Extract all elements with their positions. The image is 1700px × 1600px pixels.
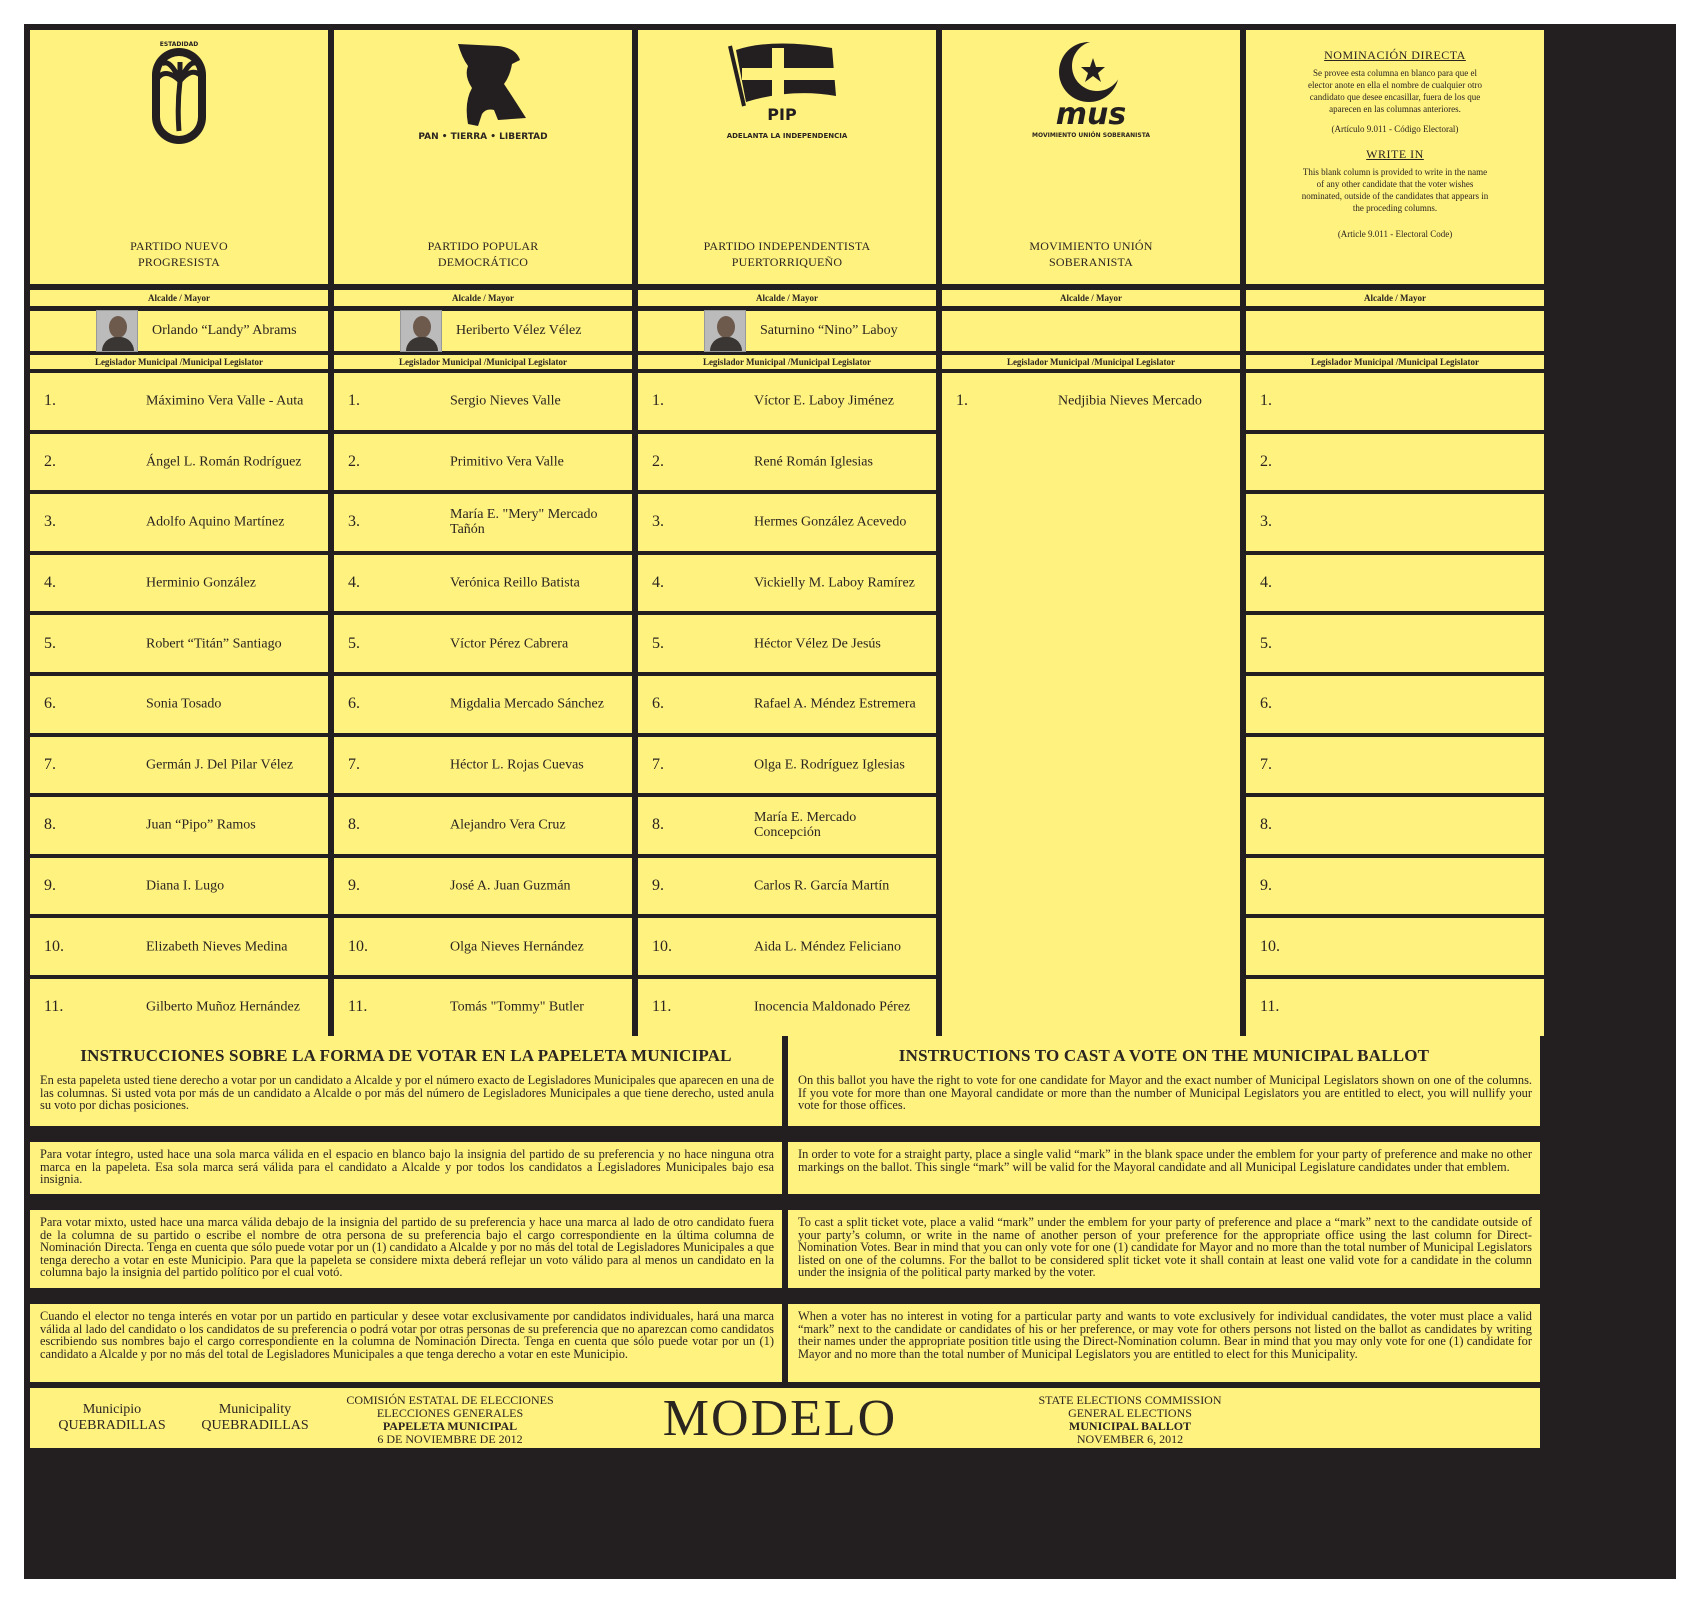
legislator-name: Robert “Titán” Santiago bbox=[146, 636, 282, 652]
mayor-label: Alcalde / Mayor bbox=[1246, 290, 1544, 306]
row-number: 11. bbox=[348, 998, 368, 1016]
party-name-line2: DEMOCRÁTICO bbox=[437, 255, 529, 269]
ballot-frame bbox=[24, 24, 1676, 1579]
legislator-row-pnp-8[interactable] bbox=[30, 797, 328, 854]
row-number: 8. bbox=[1260, 816, 1272, 834]
legislator-row-pip-10[interactable] bbox=[638, 918, 936, 975]
row-number: 5. bbox=[652, 634, 664, 652]
party-header-mus[interactable] bbox=[942, 30, 1240, 284]
legislator-name: Diana I. Lugo bbox=[146, 878, 225, 894]
legislator-row-pip-3[interactable] bbox=[638, 494, 936, 551]
row-number: 8. bbox=[652, 816, 664, 834]
legislator-name: Héctor Vélez De Jesús bbox=[754, 636, 881, 652]
legislator-name: María E. "Mery" Mercado Tañón bbox=[450, 507, 598, 538]
legislator-name: Gilberto Muñoz Hernández bbox=[146, 999, 300, 1015]
legislator-row-pip-11[interactable] bbox=[638, 979, 936, 1036]
row-number: 4. bbox=[652, 574, 664, 592]
mus-slogan: MOVIMIENTO UNIÓN SOBERANISTA bbox=[1032, 132, 1150, 139]
mayor-label: Alcalde / Mayor bbox=[30, 290, 328, 306]
commission-en: STATE ELECTIONS COMMISSION bbox=[1038, 1393, 1222, 1407]
legislator-name: Vickielly M. Laboy Ramírez bbox=[754, 575, 915, 591]
instructions-es-para-3: Para votar mixto, usted hace una marca válida debajo de la insignia del partido de su preferencia y hace una marca al lado de otro candidato fuera de la columna de su partido o escribe el nombre de otra persona de su preferencia bajo el cargo correspondiente en la última columna de Nominación Directa. Tenga en cuenta que sólo puede votar por un (1) candidato a Alcalde y por no más del total de Legisladores Municipales a que tenga derecho a votar en este Municipio. Para que la papeleta se considere mixta deberá reflejar un voto válido para al menos un candidato en la columna bajo la insignia del partido político por el cual votó. bbox=[40, 1215, 774, 1279]
municipality-label: Municipality bbox=[218, 1402, 292, 1417]
legislator-row-write-in-6[interactable] bbox=[1246, 676, 1544, 733]
crescent-star-logo-icon bbox=[942, 36, 1240, 146]
row-number: 1. bbox=[348, 392, 360, 410]
instructions-en-para-4: When a voter has no interest in voting for a particular party and wants to vote exclusively for individual candidates, the voter must place a valid “mark” next to the candidate or candidates of his or her preference, or may vote for others persons not listed on the ballot as candidates by writing their names under the appropriate position title using the Direct-Nomination column. Bear in mind that you may only vote for one (1) candidate for Mayor and no more than the total number of Municipal Legislators you are entitled to elect for this Municipality. bbox=[798, 1309, 1532, 1361]
municipality-value: QUEBRADILLAS bbox=[201, 1418, 309, 1433]
legislator-name: Rafael A. Méndez Estremera bbox=[754, 696, 916, 712]
legislator-row-pnp-4[interactable] bbox=[30, 555, 328, 612]
legislator-name: Migdalia Mercado Sánchez bbox=[450, 696, 604, 712]
legislator-row-write-in-8[interactable] bbox=[1246, 797, 1544, 854]
row-number: 3. bbox=[348, 513, 360, 531]
instructions-es-block-1 bbox=[30, 1036, 782, 1126]
row-number: 9. bbox=[1260, 877, 1272, 895]
row-number: 3. bbox=[44, 513, 56, 531]
legislator-row-write-in-11[interactable] bbox=[1246, 979, 1544, 1036]
row-number: 3. bbox=[1260, 513, 1272, 531]
legislator-row-ppd-7[interactable] bbox=[334, 737, 632, 794]
instructions-title-en: INSTRUCTIONS TO CAST A VOTE ON THE MUNICIPAL BALLOT bbox=[898, 1046, 1430, 1065]
mayor-candidate-pip[interactable] bbox=[638, 311, 936, 351]
legislator-row-write-in-10[interactable] bbox=[1246, 918, 1544, 975]
legislator-name: Alejandro Vera Cruz bbox=[450, 817, 566, 833]
instructions-es-para-2: Para votar íntegro, usted hace una sola marca válida en el espacio en blanco bajo la insignia del partido de su preferencia y no hace ninguna otra marca en la papeleta. Esa sola marca será válida para el candidato a Alcalde y por todos los candidatos a Legisladores Municipales bajo esa insignia. bbox=[40, 1147, 774, 1186]
legislator-name: Tomás "Tommy" Butler bbox=[450, 999, 584, 1015]
legislator-name: Adolfo Aquino Martínez bbox=[146, 514, 285, 530]
legislator-name: Nedjibia Nieves Mercado bbox=[1058, 393, 1202, 409]
mayor-candidate-mus-empty[interactable] bbox=[942, 311, 1240, 351]
legislator-label: Legislador Municipal /Municipal Legislator bbox=[942, 355, 1240, 369]
row-number: 11. bbox=[44, 998, 64, 1016]
legislator-row-ppd-8[interactable] bbox=[334, 797, 632, 854]
row-number: 8. bbox=[348, 816, 360, 834]
row-number: 9. bbox=[44, 877, 56, 895]
row-number: 8. bbox=[44, 816, 56, 834]
party-name-line1: PARTIDO NUEVO bbox=[130, 239, 228, 253]
row-number: 2. bbox=[652, 452, 664, 470]
write-in-text-en: This blank column is provided to write in the name of any other candidate that the voter wishes nominated, outside of the candidates that appears in the proceding columns. bbox=[1301, 167, 1489, 213]
legislator-row-pnp-9[interactable] bbox=[30, 858, 328, 915]
row-number: 7. bbox=[348, 755, 360, 773]
legislator-name: Olga Nieves Hernández bbox=[450, 939, 584, 955]
party-header-pnp[interactable] bbox=[30, 30, 328, 284]
instructions-en-para-2: In order to vote for a straight party, place a single valid “mark” in the blank space under the emblem for your party of preference and make no other markings on the ballot. This single “mark” will be valid for the Mayoral candidate and all Municipal Legislature candidates under that emblem. bbox=[798, 1147, 1532, 1174]
mayor-label: Alcalde / Mayor bbox=[334, 290, 632, 306]
instructions-en-block-3 bbox=[788, 1210, 1540, 1288]
legislator-row-pnp-2[interactable] bbox=[30, 434, 328, 491]
instructions-es-block-4 bbox=[30, 1304, 782, 1382]
party-name-line1: MOVIMIENTO UNIÓN bbox=[1029, 239, 1153, 253]
legislator-row-write-in-4[interactable] bbox=[1246, 555, 1544, 612]
mayor-candidate-name: Heriberto Vélez Vélez bbox=[456, 323, 582, 338]
legislator-name: Ángel L. Román Rodríguez bbox=[146, 454, 302, 470]
party-name-line2: PUERTORRIQUEÑO bbox=[731, 255, 843, 269]
write-in-text-es: Se provee esta columna en blanco para que el elector anote en ella el nombre de cualquier otro candidato que desee encasillar, fuera de los que aparecen en las columnas anteriores. bbox=[1308, 68, 1482, 114]
row-number: 6. bbox=[44, 695, 56, 713]
row-number: 9. bbox=[348, 877, 360, 895]
legislator-label: Legislador Municipal /Municipal Legislator bbox=[1246, 355, 1544, 369]
legislator-row-write-in-1[interactable] bbox=[1246, 373, 1544, 430]
legislator-label: Legislador Municipal /Municipal Legislator bbox=[30, 355, 328, 369]
instructions-en-block-1 bbox=[788, 1036, 1540, 1126]
mayor-label: Alcalde / Mayor bbox=[942, 290, 1240, 306]
pip-logo-text: PIP bbox=[767, 105, 797, 124]
svg-text:ESTADIDAD: ESTADIDAD bbox=[159, 41, 199, 48]
elections-es: ELECCIONES GENERALES bbox=[376, 1406, 524, 1420]
instructions-title-es: INSTRUCCIONES SOBRE LA FORMA DE VOTAR EN LA PAPELETA MUNICIPAL bbox=[80, 1046, 732, 1065]
legislator-row-pip-4[interactable] bbox=[638, 555, 936, 612]
legislator-row-ppd-3[interactable] bbox=[334, 494, 632, 551]
ballot-type-es: PAPELETA MUNICIPAL bbox=[382, 1419, 518, 1433]
legislator-row-pip-7[interactable] bbox=[638, 737, 936, 794]
legislator-row-pnp-6[interactable] bbox=[30, 676, 328, 733]
instructions-es-block-3 bbox=[30, 1210, 782, 1288]
row-number: 4. bbox=[348, 574, 360, 592]
legislator-name: Juan “Pipo” Ramos bbox=[146, 817, 256, 833]
mus-empty-area bbox=[942, 430, 1240, 1037]
row-number: 1. bbox=[956, 392, 968, 410]
party-header-pip[interactable] bbox=[638, 30, 936, 284]
legislator-name: Germán J. Del Pilar Vélez bbox=[146, 757, 294, 773]
legislator-row-ppd-10[interactable] bbox=[334, 918, 632, 975]
legislator-row-mus-1[interactable] bbox=[942, 373, 1240, 430]
legislator-name: René Román Iglesias bbox=[754, 454, 873, 470]
legislator-row-ppd-1[interactable] bbox=[334, 373, 632, 430]
row-number: 7. bbox=[652, 755, 664, 773]
write-in-article-en: (Article 9.011 - Electoral Code) bbox=[1337, 229, 1453, 239]
mayor-candidate-name: Saturnino “Nino” Laboy bbox=[760, 323, 898, 338]
legislator-row-write-in-2[interactable] bbox=[1246, 434, 1544, 491]
instructions-en-para-1: On this ballot you have the right to vote for one candidate for Mayor and the exact number of Municipal Legislators shown on one of the columns. If you vote for more than one Mayoral candidate or more than the number of Municipal Legislators you are entitled to elect, you will nullify your vote for those offices. bbox=[798, 1073, 1532, 1112]
row-number: 11. bbox=[1260, 998, 1280, 1016]
row-number: 9. bbox=[652, 877, 664, 895]
legislator-name: Aida L. Méndez Feliciano bbox=[754, 939, 901, 955]
mayor-candidate-ppd[interactable] bbox=[334, 311, 632, 351]
legislator-name: Hermes González Acevedo bbox=[754, 514, 907, 530]
row-number: 6. bbox=[348, 695, 360, 713]
legislator-row-ppd-6[interactable] bbox=[334, 676, 632, 733]
row-number: 5. bbox=[44, 634, 56, 652]
legislator-name: Primitivo Vera Valle bbox=[450, 454, 564, 470]
legislator-row-pnp-3[interactable] bbox=[30, 494, 328, 551]
mayor-candidate-name: Orlando “Landy” Abrams bbox=[152, 323, 297, 338]
flag-logo-icon bbox=[638, 36, 936, 146]
write-in-title-en: WRITE IN bbox=[1366, 147, 1424, 161]
commission-es: COMISIÓN ESTATAL DE ELECCIONES bbox=[346, 1393, 554, 1407]
row-number: 11. bbox=[652, 998, 672, 1016]
party-name-line2: SOBERANISTA bbox=[1049, 255, 1133, 269]
legislator-row-pip-1[interactable] bbox=[638, 373, 936, 430]
ppd-slogan: PAN • TIERRA • LIBERTAD bbox=[418, 132, 548, 142]
legislator-row-ppd-9[interactable] bbox=[334, 858, 632, 915]
legislator-name: Víctor Pérez Cabrera bbox=[450, 636, 569, 652]
row-number: 1. bbox=[1260, 392, 1272, 410]
legislator-name: Olga E. Rodríguez Iglesias bbox=[754, 757, 905, 773]
legislator-name: Sergio Nieves Valle bbox=[450, 393, 561, 409]
row-number: 1. bbox=[44, 392, 56, 410]
candidate-photo bbox=[704, 310, 746, 352]
legislator-name: José A. Juan Guzmán bbox=[450, 878, 571, 894]
row-number: 7. bbox=[44, 755, 56, 773]
legislator-row-write-in-7[interactable] bbox=[1246, 737, 1544, 794]
party-name-line1: PARTIDO INDEPENDENTISTA bbox=[703, 239, 871, 253]
legislator-label: Legislador Municipal /Municipal Legislator bbox=[334, 355, 632, 369]
municipio-value: QUEBRADILLAS bbox=[58, 1418, 166, 1433]
row-number: 10. bbox=[1260, 937, 1280, 955]
legislator-row-pip-8[interactable] bbox=[638, 797, 936, 854]
legislator-row-pip-9[interactable] bbox=[638, 858, 936, 915]
legislator-name: Máximino Vera Valle - Auta bbox=[146, 393, 304, 409]
municipio-label: Municipio bbox=[82, 1402, 142, 1417]
instructions-es-block-2 bbox=[30, 1142, 782, 1194]
party-name-line2: PROGRESISTA bbox=[138, 255, 220, 269]
mayor-write-in-field[interactable] bbox=[1246, 311, 1544, 351]
instructions-en-para-3: To cast a split ticket vote, place a valid “mark” under the emblem for your party of preference and place a “mark” next to the candidate outside of your party’s column, or write in the name of another person of your preference for the appropriate office using the last column for Direct-Nomination Votes. Bear in mind that you can only vote for one (1) candidate for Mayor and no more than the total number of Municipal Legislators listed on one of the columns. For the ballot to be considered split ticket vote it shall contain at least one valid vote for a candidate in the column under the insignia of the political party marked by the voter. bbox=[798, 1215, 1532, 1279]
row-number: 6. bbox=[652, 695, 664, 713]
legislator-name: María E. Mercado Concepción bbox=[754, 810, 857, 841]
legislator-name: Verónica Reillo Batista bbox=[450, 575, 580, 591]
write-in-header[interactable] bbox=[1246, 30, 1544, 284]
party-header-ppd[interactable] bbox=[334, 30, 632, 284]
row-number: 2. bbox=[348, 452, 360, 470]
party-name-line1: PARTIDO POPULAR bbox=[427, 239, 539, 253]
palm-tree-logo-icon bbox=[30, 36, 328, 146]
legislator-row-ppd-4[interactable] bbox=[334, 555, 632, 612]
row-number: 6. bbox=[1260, 695, 1272, 713]
row-number: 5. bbox=[1260, 634, 1272, 652]
legislator-name: Herminio González bbox=[146, 575, 257, 591]
date-en: NOVEMBER 6, 2012 bbox=[1076, 1432, 1184, 1446]
legislator-row-ppd-11[interactable] bbox=[334, 979, 632, 1036]
legislator-row-pip-6[interactable] bbox=[638, 676, 936, 733]
row-number: 3. bbox=[652, 513, 664, 531]
legislator-row-pnp-5[interactable] bbox=[30, 615, 328, 672]
mayor-candidate-pnp[interactable] bbox=[30, 311, 328, 351]
row-number: 5. bbox=[348, 634, 360, 652]
row-number: 4. bbox=[44, 574, 56, 592]
mayor-label: Alcalde / Mayor bbox=[638, 290, 936, 306]
instructions-es-para-4: Cuando el elector no tenga interés en votar por un partido en particular y desee votar exclusivamente por candidatos individuales, hará una marca válida al lado del candidato o los candidatos de su preferencia o podrá votar por otras personas de su preferencia que no aparezcan como candidatos escribiendo sus nombres bajo el cargo correspondiente en la columna de Nominación Directa. Tenga en cuenta que sólo puede votar por un (1) candidato a Alcalde y por no más del total de Legisladores Municipales a que tenga derecho a votar en este Municipio. bbox=[40, 1309, 774, 1361]
instructions-en-block-2 bbox=[788, 1142, 1540, 1194]
legislator-name: Sonia Tosado bbox=[146, 696, 222, 712]
row-number: 1. bbox=[652, 392, 664, 410]
legislator-name: Inocencia Maldonado Pérez bbox=[754, 999, 911, 1015]
date-es: 6 DE NOVIEMBRE DE 2012 bbox=[377, 1432, 523, 1446]
legislator-label: Legislador Municipal /Municipal Legislator bbox=[638, 355, 936, 369]
row-number: 10. bbox=[44, 937, 64, 955]
instructions-es-para-1: En esta papeleta usted tiene derecho a votar por un candidato a Alcalde y por el número exacto de Legisladores Municipales que aparecen en una de las columnas. Si usted vota por más de un candidato a Alcalde o por más del número de Legisladores Municipales a que tiene derecho, usted anula su voto por dichas posiciones. bbox=[40, 1073, 774, 1112]
legislator-row-pip-5[interactable] bbox=[638, 615, 936, 672]
jibaro-profile-logo-icon bbox=[334, 36, 632, 146]
pip-slogan: ADELANTA LA INDEPENDENCIA bbox=[726, 132, 848, 140]
elections-en: GENERAL ELECTIONS bbox=[1068, 1406, 1192, 1420]
row-number: 7. bbox=[1260, 755, 1272, 773]
legislator-name: Elizabeth Nieves Medina bbox=[146, 939, 288, 955]
ballot-footer bbox=[30, 1388, 1540, 1448]
legislator-row-pnp-11[interactable] bbox=[30, 979, 328, 1036]
legislator-row-pnp-10[interactable] bbox=[30, 918, 328, 975]
instructions-en-block-4 bbox=[788, 1304, 1540, 1382]
modelo-watermark: MODELO bbox=[662, 1390, 898, 1447]
legislator-row-ppd-2[interactable] bbox=[334, 434, 632, 491]
ballot-type-en: MUNICIPAL BALLOT bbox=[1068, 1419, 1192, 1433]
mus-logo-text: mus bbox=[1055, 97, 1127, 132]
legislator-row-pnp-7[interactable] bbox=[30, 737, 328, 794]
legislator-name: Héctor L. Rojas Cuevas bbox=[450, 757, 584, 773]
candidate-photo bbox=[400, 310, 442, 352]
row-number: 2. bbox=[1260, 452, 1272, 470]
row-number: 10. bbox=[348, 937, 368, 955]
legislator-row-write-in-9[interactable] bbox=[1246, 858, 1544, 915]
legislator-row-pnp-1[interactable] bbox=[30, 373, 328, 430]
legislator-name: Víctor E. Laboy Jiménez bbox=[754, 393, 894, 409]
row-number: 4. bbox=[1260, 574, 1272, 592]
legislator-row-write-in-5[interactable] bbox=[1246, 615, 1544, 672]
legislator-row-pip-2[interactable] bbox=[638, 434, 936, 491]
row-number: 2. bbox=[44, 452, 56, 470]
legislator-row-ppd-5[interactable] bbox=[334, 615, 632, 672]
row-number: 10. bbox=[652, 937, 672, 955]
write-in-article-es: (Artículo 9.011 - Código Electoral) bbox=[1331, 124, 1459, 134]
legislator-row-write-in-3[interactable] bbox=[1246, 494, 1544, 551]
legislator-name: Carlos R. García Martín bbox=[754, 878, 890, 894]
candidate-photo bbox=[96, 310, 138, 352]
write-in-title-es: NOMINACIÓN DIRECTA bbox=[1324, 48, 1466, 62]
